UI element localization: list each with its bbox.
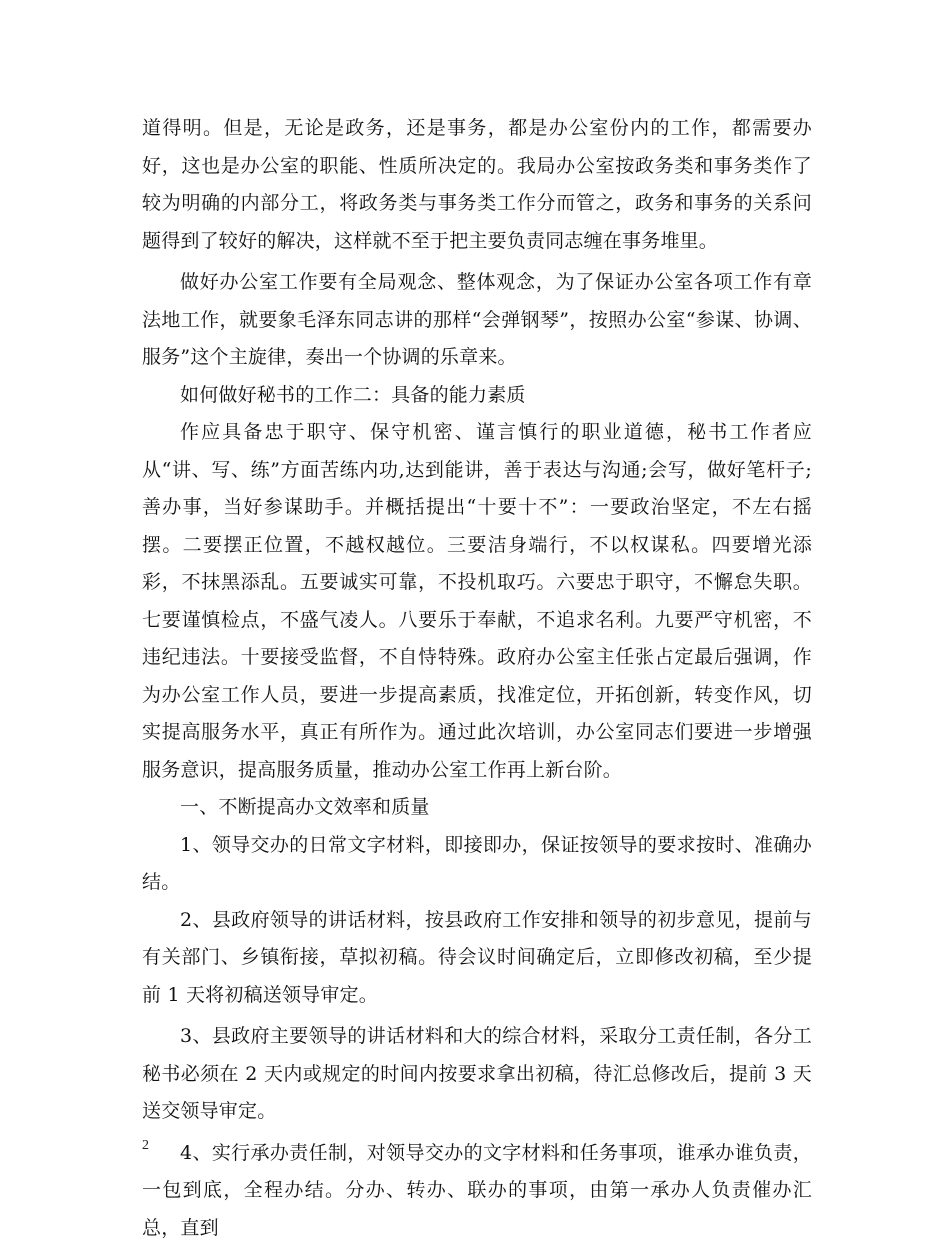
list-item-2: 2、县政府领导的讲话材料，按县政府工作安排和领导的初步意见，提前与有关部门、乡镇衔接，草拟初稿。待会议时间确定后，立即修改初稿，至少提前 1 天将初稿送领导审定。: [142, 902, 812, 1015]
section-heading-ability: 如何做好秘书的工作二：具备的能力素质: [142, 377, 812, 415]
list-item-4: 4、实行承办责任制，对领导交办的文字材料和任务事项，谁承办谁负责，一包到底，全程办结。分办、转办、联办的事项，由第一承办人负责催办汇总，直到: [142, 1135, 812, 1247]
page-number: 2: [142, 1138, 149, 1154]
paragraph-continuation: 道得明。但是，无论是政务，还是事务，都是办公室份内的工作，都需要办好，这也是办公室的职能、性质所决定的。我局办公室按政务类和事务类作了较为明确的内部分工，将政务类与事务类工作分而管之，政务和事务的关系问题得到了较好的解决，这样就不至于把主要负责同志缠在事务堆里。: [142, 110, 812, 260]
section-heading-efficiency: 一、不断提高办文效率和质量: [142, 789, 812, 827]
document-body: [142, 110, 812, 1247]
list-item-3: 3、县政府主要领导的讲话材料和大的综合材料，采取分工责任制，各分工秘书必须在 2 天内或规定的时间内按要求拿出初稿，待汇总修改后，提前 3 天送交领导审定。: [142, 1018, 812, 1131]
list-item-1: 1、领导交办的日常文字材料，即接即办，保证按领导的要求按时、准确办结。: [142, 827, 812, 902]
paragraph-ten-musts: 作应具备忠于职守、保守机密、谨言慎行的职业道德，秘书工作者应从“讲、写、练”方面苦练内功,达到能讲，善于表达与沟通;会写，做好笔杆子;善办事，当好参谋助手。并概括提出“十要十不”：一要政治坚定，不左右摇摆。二要摆正位置，不越权越位。三要洁身端行，不以权谋私。四要增光添彩，不抹黑添乱。五要诚实可靠，不投机取巧。六要忠于职守，不懈怠失职。七要谨慎检点，不盛气凌人。八要乐于奉献，不追求名利。九要严守机密，不违纪违法。十要接受监督，不自恃特殊。政府办公室主任张占定最后强调，作为办公室工作人员，要进一步提高素质，找准定位，开拓创新，转变作风，切实提高服务水平，真正有所作为。通过此次培训，办公室同志们要进一步增强服务意识，提高服务质量，推动办公室工作再上新台阶。: [142, 414, 812, 789]
paragraph-global-view: 做好办公室工作要有全局观念、整体观念，为了保证办公室各项工作有章法地工作，就要象毛泽东同志讲的那样“会弹钢琴”，按照办公室“参谋、协调、服务”这个主旋律，奏出一个协调的乐章来。: [142, 264, 812, 377]
